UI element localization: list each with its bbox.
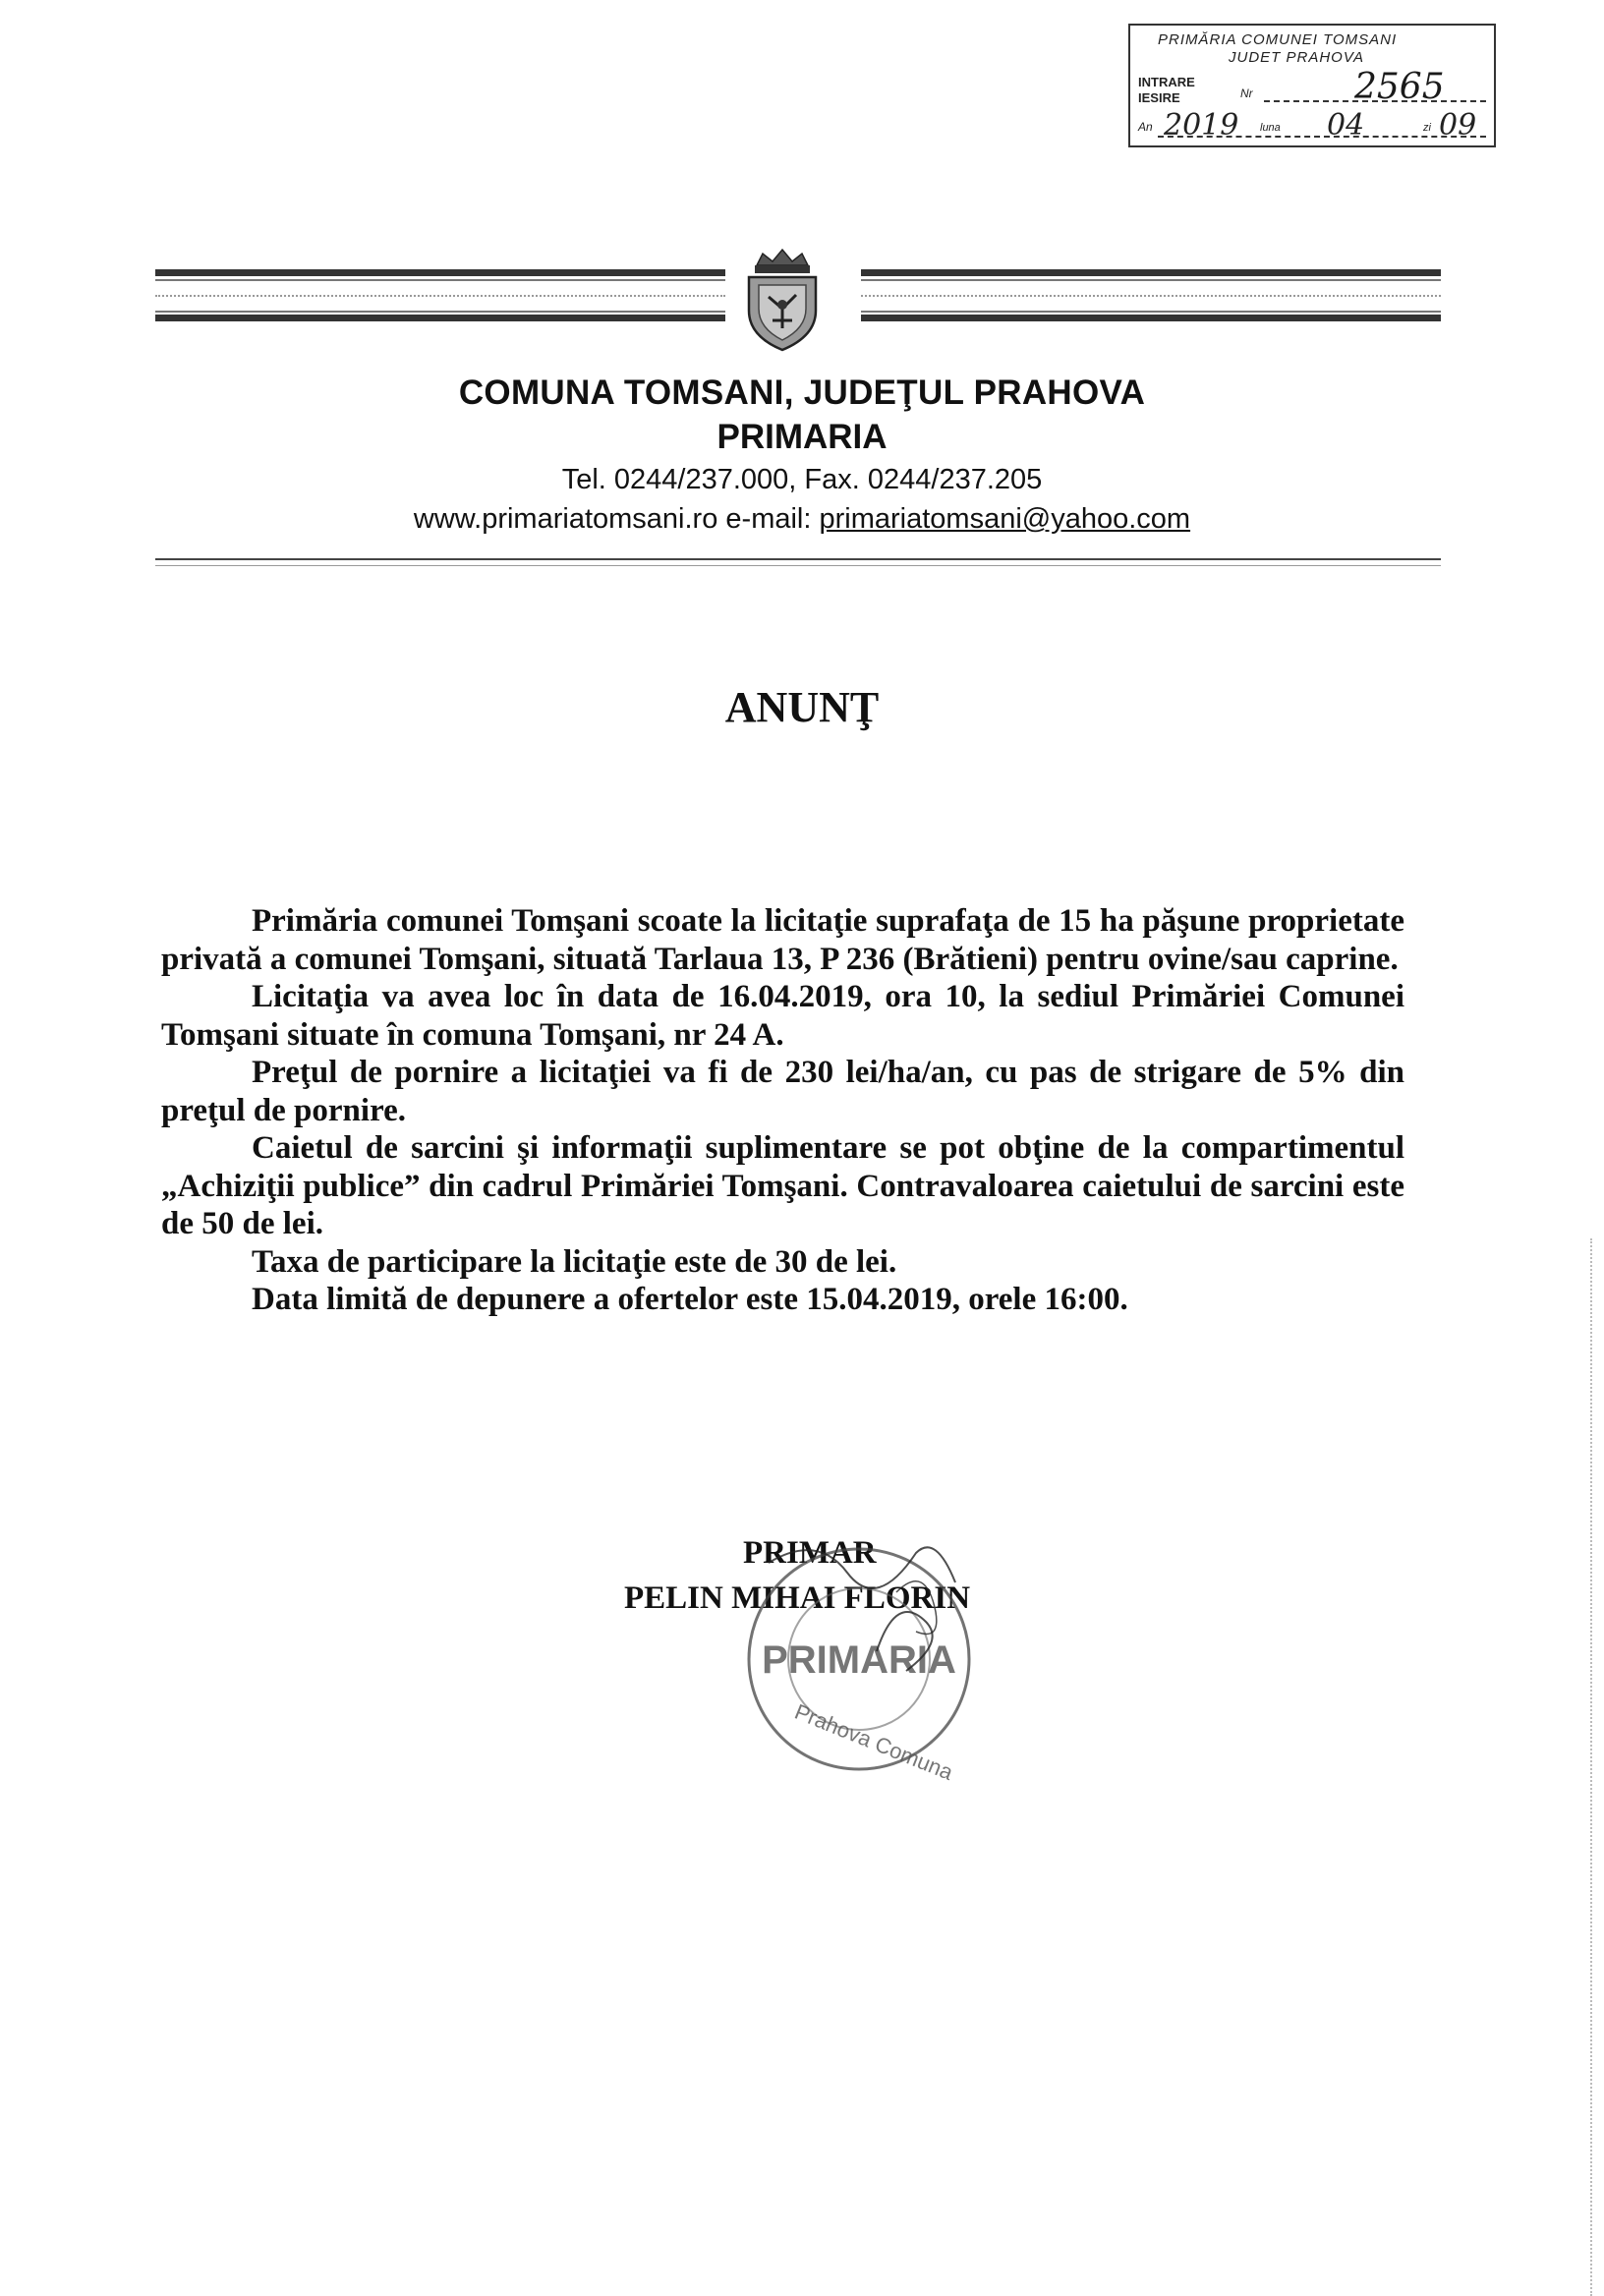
stamp-nr-value: 2565 [1354,67,1445,107]
svg-text:Prahova Comuna: Prahova Comuna [791,1698,957,1785]
letterhead-rule-right [861,269,1441,322]
letterhead-title: COMUNA TOMSANI, JUDEŢUL PRAHOVA [458,373,1146,412]
paragraph-deadline: Data limită de depunere a ofertelor este 15.04.2019, orele 16:00. [252,1282,1128,1317]
paragraph-specifications: Caietul de sarcini şi informaţii suplimentare se pot obţine de la compartimentul „Achiziţii publice” din cadrul Primăriei Tomşani. Contravaloarea caietului de sarcini este de 50 de lei. [161,1130,1404,1241]
letterhead-email: primariatomsani@yahoo.com [819,503,1191,535]
stamp-line-county: JUDET PRAHOVA [1229,49,1365,66]
letterhead-web-line [0,503,1604,536]
stamp-luna-value: 04 [1327,108,1365,143]
official-round-stamp [729,1533,995,1789]
paragraph-auction-object: Primăria comunei Tomşani scoate la licitaţie suprafaţa de 15 ha păşune proprietate privată a comunei Tomşani, situată Tarlaua 13, P 236 (Brătieni) pentru ovine/sau caprine. [161,903,1404,977]
stamp-in-out-labels [1138,75,1195,106]
document-title: ANUNŢ [724,683,880,731]
letterhead-divider [155,558,1441,560]
signature-role: PRIMAR [743,1535,877,1571]
letterhead-website: www.primariatomsani.ro [413,503,718,535]
registration-stamp [1128,24,1496,147]
stamp-nr-label: Nr [1240,86,1253,100]
letterhead-divider-thin [155,565,1441,566]
stamp-zi-value: 09 [1439,108,1477,143]
stamp-iesire-label: IESIRE [1138,90,1180,105]
letterhead-contact: Tel. 0244/237.000, Fax. 0244/237.205 [561,464,1043,495]
coat-of-arms-icon [739,246,826,354]
letterhead-email-label: e-mail: [725,503,812,535]
paragraph-starting-price: Preţul de pornire a licitaţiei va fi de 230 lei/ha/an, cu pas de strigare de 5% din preţul de pornire. [161,1055,1404,1128]
svg-text:PRIMARIA: PRIMARIA [762,1638,956,1682]
paragraph-auction-date: Licitaţia va avea loc în data de 16.04.2019, ora 10, la sediul Primăriei Comunei Tomşani situate în comuna Tomşani, nr 24 A. [161,979,1404,1053]
stamp-luna-label: luna [1260,122,1281,134]
stamp-zi-label: zi [1423,122,1431,134]
stamp-an-label: An [1138,120,1153,134]
stamp-line-institution: PRIMĂRIA COMUNEI TOMSANI [1158,31,1398,48]
stamp-intrare-label: INTRARE [1138,75,1195,89]
letterhead-rule-left [155,269,725,322]
letterhead-subtitle: PRIMARIA [716,418,888,456]
announcement-body [161,902,1404,1319]
paragraph-participation-fee: Taxa de participare la licitaţie este de 30 de lei. [252,1243,897,1280]
stamp-an-value: 2019 [1164,108,1239,143]
signature-name: PELIN MIHAI FLORIN [624,1580,971,1616]
scan-edge-line [1590,1238,1592,2296]
